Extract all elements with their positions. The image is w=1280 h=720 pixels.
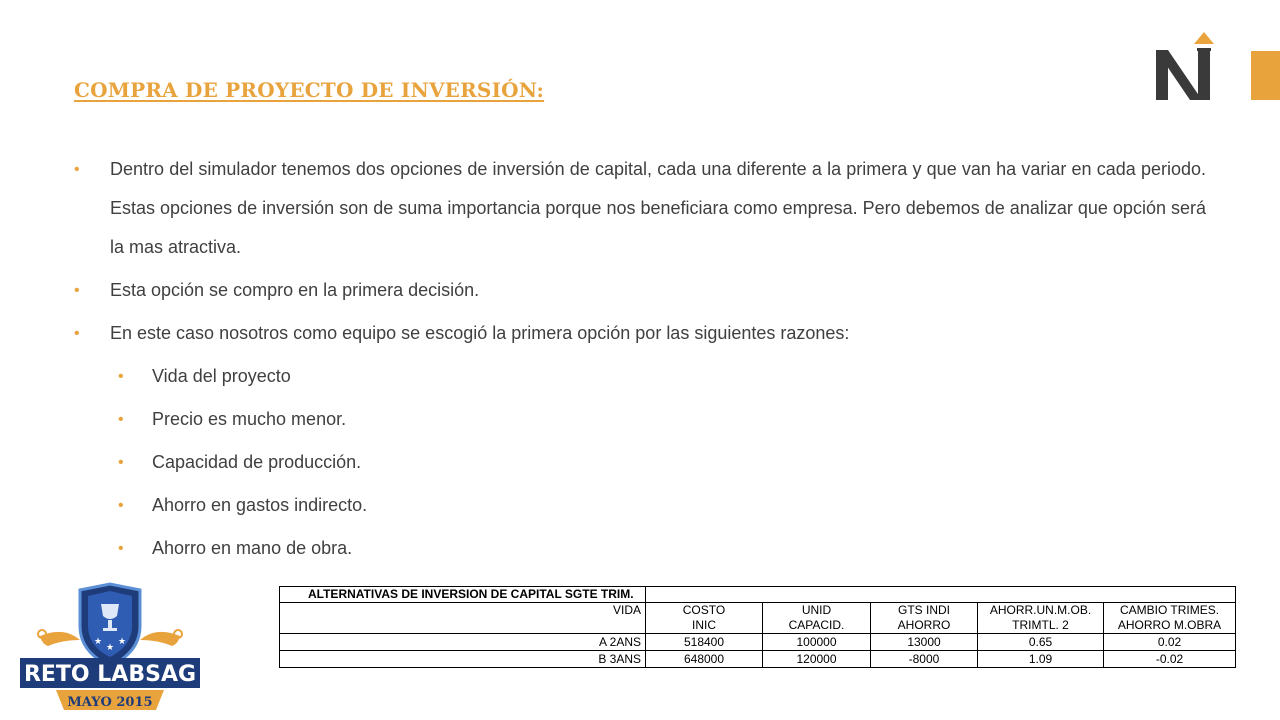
reto-labsag-badge: [18, 582, 202, 712]
reason-item: • Ahorro en gastos indirecto.: [88, 486, 1206, 525]
svg-text:★: ★: [94, 636, 103, 646]
bullet-item: • Dentro del simulador tenemos dos opciones de inversión de capital, cada una diferente a la primera y que van ha variar en cada periodo. Estas opciones de inversión son de suma importancia porque nos beneficiara como empresa. Pero debemos de analizar que opción será la mas atractiva.: [88, 150, 1206, 267]
badge-subtitle: MAYO 2015: [67, 695, 153, 710]
n-arrow-logo-icon: [1150, 30, 1222, 102]
investment-table: [279, 586, 1235, 676]
bullet-icon: •: [74, 161, 80, 178]
table-row: A 2ANS 518400 100000 13000 0.65 0.02: [280, 634, 1236, 651]
bullet-icon: •: [118, 540, 124, 557]
reason-item: • Ahorro en mano de obra.: [88, 529, 1206, 568]
accent-bar: [1251, 51, 1280, 100]
page-title: COMPRA DE PROYECTO DE INVERSIÓN:: [74, 78, 545, 102]
reason-item: • Capacidad de producción.: [88, 443, 1206, 482]
reason-item: • Vida del proyecto: [88, 357, 1206, 396]
bullet-item: • En este caso nosotros como equipo se escogió la primera opción por las siguientes razones:: [88, 314, 1206, 353]
reason-item: • Precio es mucho menor.: [88, 400, 1206, 439]
table-heading: ALTERNATIVAS DE INVERSION DE CAPITAL SGTE TRIM.: [280, 587, 646, 603]
badge-title: RETO LABSAG: [23, 662, 197, 687]
bullet-icon: •: [118, 497, 124, 514]
column-header: VIDA: [280, 603, 646, 634]
column-header: GTS INDI AHORRO: [871, 603, 978, 634]
bullet-icon: •: [118, 454, 124, 471]
bullet-list: [74, 150, 1206, 572]
column-header: UNID CAPACID.: [763, 603, 871, 634]
table-row: B 3ANS 648000 120000 -8000 1.09 -0.02: [280, 651, 1236, 668]
column-header: CAMBIO TRIMES. AHORRO M.OBRA: [1104, 603, 1236, 634]
bullet-icon: •: [118, 411, 124, 428]
bullet-item: • Esta opción se compro en la primera decisión.: [88, 271, 1206, 310]
column-header: COSTO INIC: [646, 603, 763, 634]
column-header: AHORR.UN.M.OB. TRIMTL. 2: [978, 603, 1104, 634]
svg-text:★: ★: [118, 636, 127, 646]
bullet-icon: •: [74, 282, 80, 299]
bullet-icon: •: [118, 368, 124, 385]
svg-text:★: ★: [106, 642, 115, 652]
bullet-icon: •: [74, 325, 80, 342]
